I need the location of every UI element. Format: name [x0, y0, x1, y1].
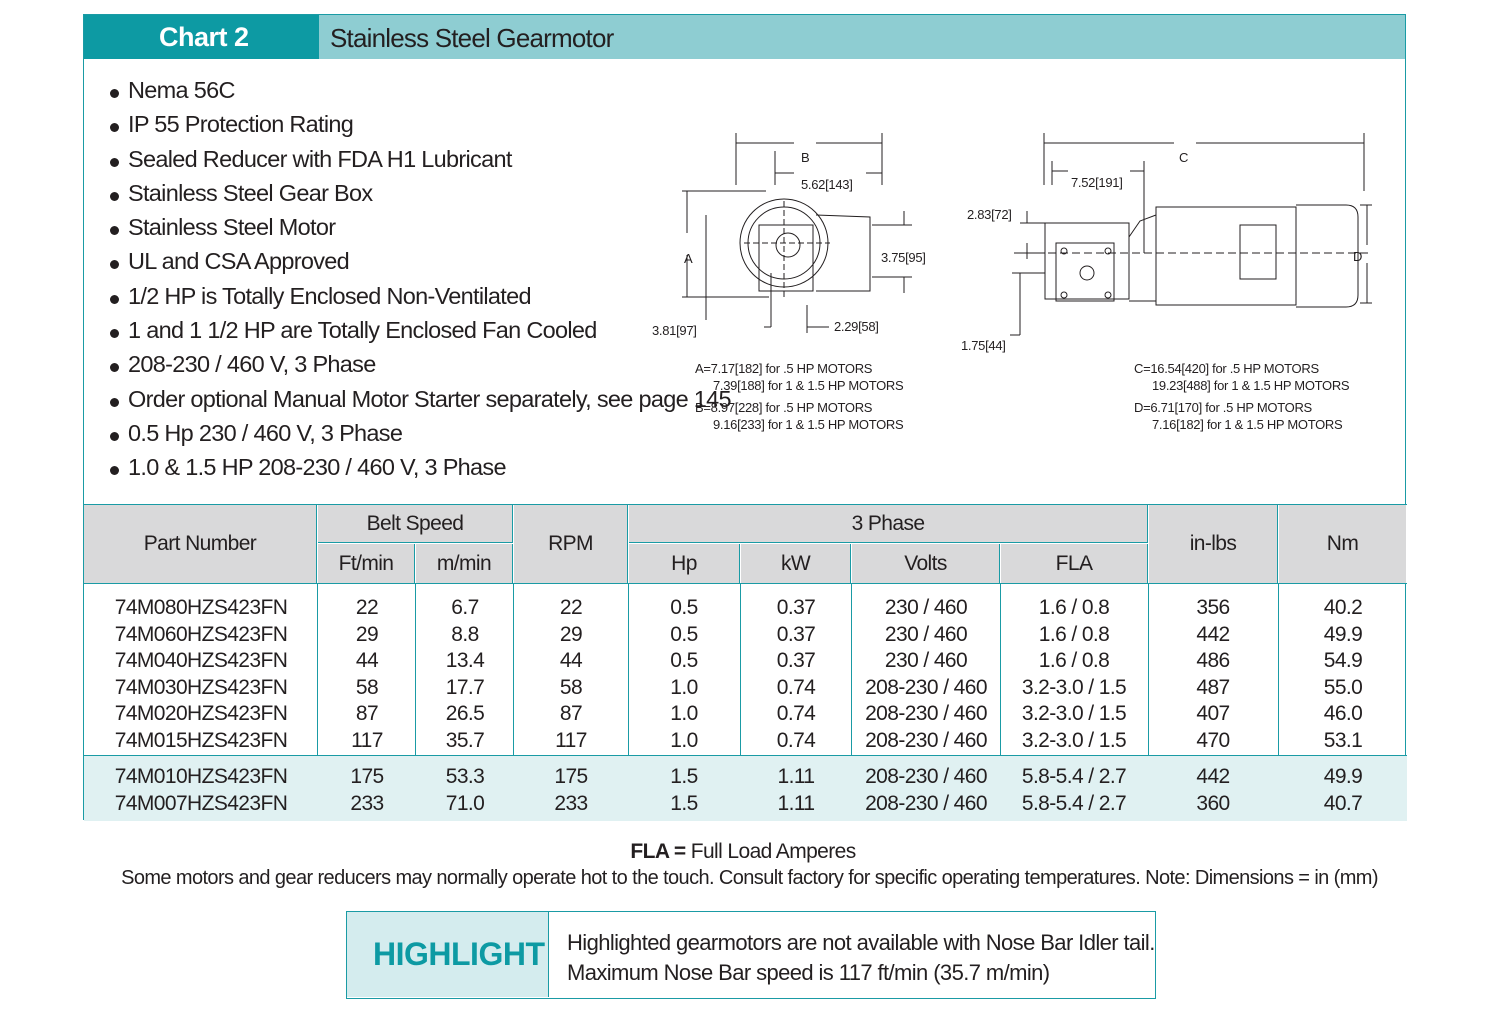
cell-rpm: 117 [555, 728, 587, 752]
dim-label-b: B [801, 150, 810, 165]
col-header-3-phase: 3 Phase [629, 505, 1148, 543]
dim-left-top-side: 2.83[72] [967, 207, 1012, 222]
side-note: C=16.54[420] for .5 HP MOTORS [1134, 361, 1319, 376]
feature-item: 1 and 1 1/2 HP are Totally Enclosed Fan Cooled [109, 317, 731, 351]
front-note: 7.39[188] for 1 & 1.5 HP MOTORS [713, 378, 904, 393]
cell-rpm: 44 [559, 649, 583, 672]
chart-panel [83, 14, 1406, 820]
col-header-hp: Hp [629, 544, 740, 583]
table-row [84, 727, 1407, 754]
table-row [84, 790, 1407, 817]
col-header-in-lbs: in-lbs [1149, 505, 1278, 583]
col-header-part-number: Part Number [84, 505, 317, 583]
footnotes [0, 840, 1487, 890]
feature-item: Stainless Steel Gear Box [109, 180, 731, 214]
cell-part-number: 74M060HZS423FN [114, 622, 288, 646]
feature-item: Order optional Manual Motor Starter separately, see page 145 [109, 386, 731, 420]
cell-hp: 1.5 [670, 765, 698, 788]
cell-in-lbs: 360 [1196, 792, 1230, 815]
cell-ft-min: 175 [350, 765, 384, 788]
highlight-label: HIGHLIGHT [373, 936, 545, 972]
cell-m-min: 53.3 [445, 765, 485, 788]
cell-kw: 0.74 [776, 702, 816, 725]
cell-rpm: 22 [559, 596, 583, 619]
table-row [84, 763, 1407, 790]
cell-part-number: 74M010HZS423FN [114, 765, 288, 788]
cell-hp: 1.0 [670, 675, 698, 699]
dim-top-side: 7.52[191] [1071, 175, 1123, 190]
cell-rpm: 233 [554, 792, 588, 815]
cell-part-number: 74M040HZS423FN [114, 649, 288, 672]
cell-fla: 1.6 / 0.8 [1038, 596, 1110, 619]
dim-top-front: 5.62[143] [801, 177, 853, 192]
cell-hp: 1.5 [670, 792, 698, 815]
cell-hp: 1.0 [670, 702, 698, 725]
cell-in-lbs: 470 [1196, 728, 1230, 752]
feature-item: Sealed Reducer with FDA H1 Lubricant [109, 146, 731, 180]
cell-volts: 208-230 / 460 [865, 702, 987, 725]
dim-bottom-left-front: 3.81[97] [652, 323, 697, 338]
cell-kw: 1.11 [777, 765, 815, 788]
highlight-line: Highlighted gearmotors are not available with Nose Bar Idler tail. [567, 930, 1155, 955]
front-note: A=7.17[182] for .5 HP MOTORS [695, 361, 873, 376]
col-header-ft-min: Ft/min [318, 544, 415, 583]
cell-ft-min: 87 [355, 702, 379, 725]
cell-volts: 208-230 / 460 [865, 728, 987, 752]
cell-kw: 0.74 [776, 675, 816, 699]
cell-part-number: 74M080HZS423FN [114, 596, 288, 619]
cell-part-number: 74M020HZS423FN [114, 702, 288, 725]
col-header-volts: Volts [852, 544, 1000, 583]
cell-ft-min: 58 [355, 675, 379, 699]
cell-m-min: 6.7 [451, 596, 479, 619]
highlight-text [567, 928, 1155, 988]
cell-kw: 0.37 [776, 649, 816, 672]
col-header-belt-speed: Belt Speed [318, 505, 513, 543]
cell-fla: 5.8-5.4 / 2.7 [1021, 765, 1127, 788]
cell-fla: 1.6 / 0.8 [1038, 649, 1110, 672]
table-row [84, 621, 1407, 648]
cell-in-lbs: 356 [1196, 596, 1230, 619]
front-view-diagram [644, 125, 944, 435]
cell-kw: 1.11 [777, 792, 815, 815]
cell-rpm: 175 [554, 765, 588, 788]
cell-ft-min: 29 [355, 622, 379, 646]
cell-volts: 208-230 / 460 [865, 792, 987, 815]
feature-item: 1.0 & 1.5 HP 208-230 / 460 V, 3 Phase [109, 454, 731, 488]
dim-right-front: 3.75[95] [881, 250, 926, 265]
feature-list [109, 77, 731, 489]
fla-abbr: FLA = [630, 840, 686, 863]
cell-part-number: 74M030HZS423FN [114, 675, 288, 699]
cell-nm: 53.1 [1323, 728, 1363, 752]
cell-m-min: 35.7 [445, 728, 485, 752]
feature-item: 0.5 Hp 230 / 460 V, 3 Phase [109, 420, 731, 454]
cell-rpm: 87 [559, 702, 583, 725]
side-note: D=6.71[170] for .5 HP MOTORS [1134, 400, 1312, 415]
cell-fla: 3.2-3.0 / 1.5 [1021, 675, 1127, 699]
cell-rpm: 58 [559, 675, 583, 699]
dim-label-d: D [1353, 249, 1363, 264]
feature-item: Stainless Steel Motor [109, 214, 731, 248]
table-row [84, 647, 1407, 674]
chart-label: Chart 2 [159, 22, 249, 52]
cell-fla: 3.2-3.0 / 1.5 [1021, 702, 1127, 725]
highlight-line: Maximum Nose Bar speed is 117 ft/min (35.7 m/min) [567, 960, 1050, 985]
table-row [84, 700, 1407, 727]
cell-m-min: 17.7 [445, 675, 485, 699]
cell-m-min: 13.4 [445, 649, 485, 672]
table-row [84, 594, 1407, 621]
cell-ft-min: 117 [351, 728, 383, 752]
title-bar [319, 15, 1405, 59]
col-header-kw: kW [741, 544, 851, 583]
cell-nm: 49.9 [1323, 622, 1363, 646]
col-header-fla: FLA [1001, 544, 1148, 583]
table-row [84, 674, 1407, 701]
side-note: 19.23[488] for 1 & 1.5 HP MOTORS [1152, 378, 1350, 393]
cell-m-min: 71.0 [445, 792, 485, 815]
cell-part-number: 74M015HZS423FN [114, 728, 288, 752]
front-note: B=8.97[228] for .5 HP MOTORS [695, 400, 873, 415]
cell-ft-min: 44 [355, 649, 379, 672]
cell-m-min: 8.8 [451, 622, 479, 646]
dim-bottom-right-front: 2.29[58] [834, 319, 879, 334]
cell-in-lbs: 487 [1196, 675, 1230, 699]
fla-definition: Full Load Amperes [685, 840, 856, 863]
cell-kw: 0.37 [776, 596, 816, 619]
cell-hp: 0.5 [670, 649, 698, 672]
cell-fla: 1.6 / 0.8 [1038, 622, 1110, 646]
feature-item: 1/2 HP is Totally Enclosed Non-Ventilated [109, 283, 731, 317]
col-header-nm: Nm [1279, 505, 1406, 583]
cell-in-lbs: 486 [1196, 649, 1230, 672]
cell-nm: 40.7 [1323, 792, 1363, 815]
cell-nm: 55.0 [1323, 675, 1363, 699]
cell-in-lbs: 407 [1196, 702, 1230, 725]
cell-fla: 3.2-3.0 / 1.5 [1021, 728, 1127, 752]
dim-label-c: C [1179, 150, 1189, 165]
dim-left-bottom-side: 1.75[44] [961, 338, 1006, 353]
cell-volts: 208-230 / 460 [865, 675, 987, 699]
cell-in-lbs: 442 [1196, 765, 1230, 788]
cell-ft-min: 22 [355, 596, 379, 619]
col-header-m-min: m/min [416, 544, 513, 583]
cell-volts: 230 / 460 [884, 596, 968, 619]
highlight-box [346, 911, 1156, 999]
side-view-diagram [952, 125, 1392, 435]
footnote-text: Some motors and gear reducers may normally operate hot to the touch. Consult factory for specific operating temperatures. Note: Dimensions = in (mm) [121, 867, 1378, 889]
page-title: Stainless Steel Gearmotor [330, 23, 614, 53]
cell-nm: 40.2 [1323, 596, 1363, 619]
cell-fla: 5.8-5.4 / 2.7 [1021, 792, 1127, 815]
cell-ft-min: 233 [350, 792, 384, 815]
feature-item: Nema 56C [109, 77, 731, 111]
feature-item: 208-230 / 460 V, 3 Phase [109, 351, 731, 385]
side-view-drawing [952, 125, 1392, 345]
cell-in-lbs: 442 [1196, 622, 1230, 646]
cell-m-min: 26.5 [445, 702, 485, 725]
front-note: 9.16[233] for 1 & 1.5 HP MOTORS [713, 417, 904, 432]
cell-volts: 208-230 / 460 [865, 765, 987, 788]
highlight-label-box [347, 912, 549, 997]
cell-part-number: 74M007HZS423FN [114, 792, 288, 815]
side-note: 7.16[182] for 1 & 1.5 HP MOTORS [1152, 417, 1343, 432]
dim-label-a: A [684, 251, 693, 266]
cell-nm: 46.0 [1323, 702, 1363, 725]
feature-item: UL and CSA Approved [109, 248, 731, 282]
front-view-drawing [644, 125, 944, 345]
chart-label-box [84, 15, 319, 59]
cell-volts: 230 / 460 [884, 622, 968, 646]
cell-hp: 1.0 [670, 728, 698, 752]
feature-item: IP 55 Protection Rating [109, 111, 731, 145]
cell-rpm: 29 [559, 622, 583, 646]
cell-kw: 0.74 [776, 728, 816, 752]
cell-hp: 0.5 [670, 596, 698, 619]
col-header-rpm: RPM [514, 505, 628, 583]
cell-hp: 0.5 [670, 622, 698, 646]
cell-kw: 0.37 [776, 622, 816, 646]
cell-nm: 54.9 [1323, 649, 1363, 672]
cell-nm: 49.9 [1323, 765, 1363, 788]
cell-volts: 230 / 460 [884, 649, 968, 672]
